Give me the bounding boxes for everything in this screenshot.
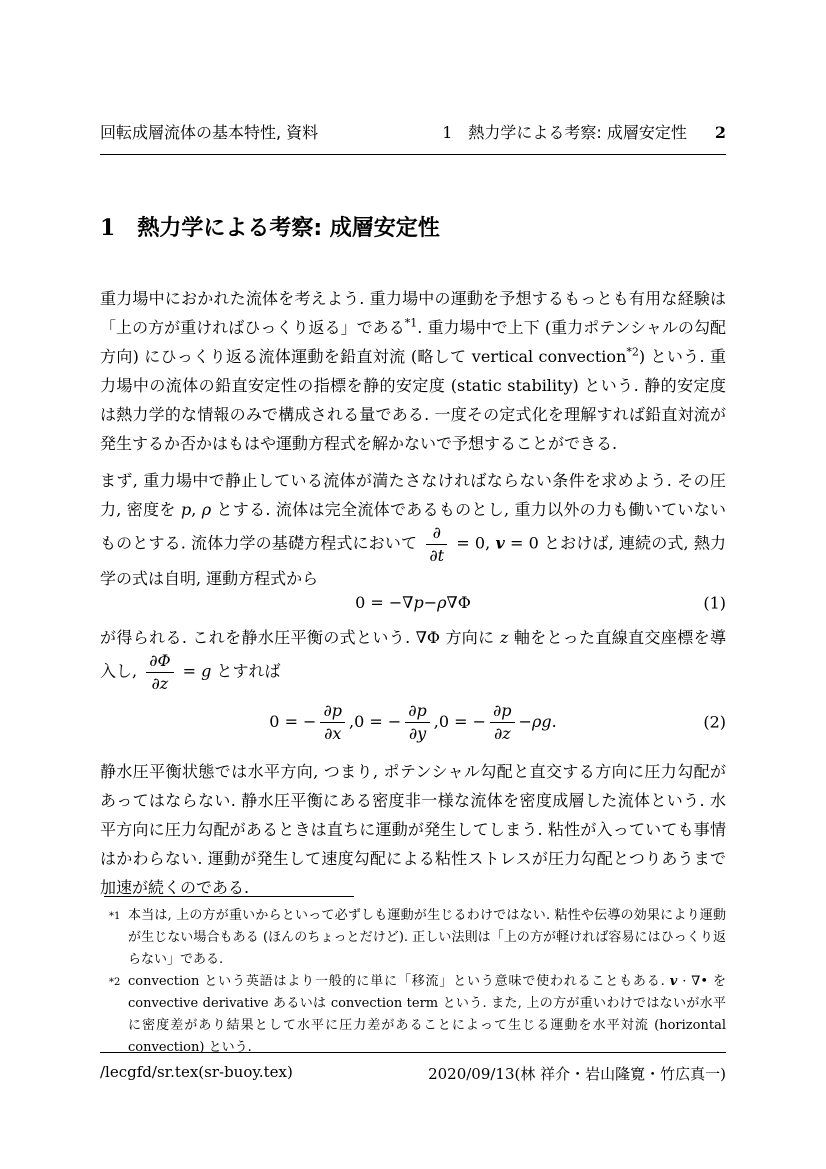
text-run: , — [191, 500, 202, 519]
fraction-numerator: ∂p — [405, 702, 430, 723]
footnote-1 — [100, 905, 726, 971]
footnote-1-text: 本当は, 上の方が重いからといって必ずしも運動が生じるわけではない. 粘性や伝導の効果により運動が生じない場合もある (ほんのちょっとだけど). 正しい法則は「上の方が軽ければ容易にはひっくり返らない」である. — [128, 908, 726, 967]
math-var-v: v — [669, 974, 678, 989]
inline-fraction-dphidz — [146, 652, 173, 692]
footnote-2 — [100, 971, 726, 1059]
text-run: 軸をとった直線直交座標を導入し, — [100, 628, 726, 681]
paragraph-static-condition — [100, 466, 726, 593]
fraction-denominator: ∂x — [324, 723, 342, 743]
math-var-g: g — [201, 661, 212, 681]
math-run: − — [518, 712, 532, 732]
math-run: − — [423, 593, 438, 613]
text-run: とする. 流体は完全流体であるものとし, 重力以外の力も働いていないものとする. 流体力学の基礎方程式において — [100, 500, 726, 553]
section-title: 熱力学による考察: 成層安定性 — [137, 216, 440, 241]
fraction-numerator: ∂Φ — [146, 652, 173, 673]
equation-1-body — [355, 593, 471, 612]
text-run: まず, 重力場中で静止している流体が満たさなければならない条件を求めよう. その圧力, 密度を — [100, 471, 726, 519]
text-run: 重力場中におかれた流体を考えよう. 重力場中の運動を予想するもっとも有用な経験は「上の方が重ければひっくり返る」である — [100, 289, 726, 337]
equation-2-number: (2) — [703, 712, 726, 732]
inline-fraction-ddt — [426, 524, 447, 564]
footer-file-path: /lecgfd/sr.tex(sr-buoy.tex) — [100, 1063, 293, 1081]
math-var-p: p — [181, 500, 192, 519]
paragraph-hydrostatic — [100, 623, 726, 692]
footnote-2-text: convection という英語はより一般的に単に「移流」という意味で使われることもある. — [128, 974, 670, 989]
text-run: ) という. 重力場中の流体の鉛直安定性の指標を静的安定度 (static stability) という. 静的安定度は熱力学的な情報のみで構成される量である. 一度その定式化を理解すれば鉛直対流が発生するか否かはもはや運動方程式を解かないで予想することができる. — [100, 347, 726, 453]
math-var-rho: ρ — [201, 500, 212, 519]
fraction-numerator: ∂ — [426, 524, 447, 545]
fraction-numerator: ∂p — [490, 702, 515, 723]
equation-1-number: (1) — [703, 593, 726, 613]
footnote-2-text: · ∇• を convective derivative あるいは convection term という. また, 上の方が重いわけではないが水平に密度差があり結果として水平に圧力差があることによって生じる運動を水平対流 (horizontal convection) という. — [128, 974, 727, 1055]
footer-date-authors: 2020/09/13(林 祥介・岩山隆寛・竹広真一) — [428, 1065, 726, 1083]
math-run: 0 = − — [354, 712, 402, 732]
math-var-p: p — [413, 593, 424, 613]
header-section-number: 1 — [442, 123, 453, 142]
math-var-v: v — [495, 533, 505, 553]
math-run: , — [433, 712, 439, 732]
math-run: ∇Φ — [446, 593, 471, 613]
math-run: , — [348, 712, 355, 732]
fraction-denominator: ∂z — [493, 723, 511, 743]
fraction-denominator: ∂y — [408, 723, 427, 743]
fraction-denominator: ∂z — [151, 673, 169, 693]
footnote-rule — [104, 896, 354, 897]
footnote-1-marker: *1 — [109, 911, 121, 922]
fraction-denominator: ∂t — [429, 545, 445, 565]
page-number: 2 — [714, 123, 726, 142]
page-header — [100, 120, 726, 155]
section-heading — [100, 211, 440, 242]
footnotes-section — [100, 896, 726, 1059]
paragraph-gravity-intro — [100, 284, 726, 458]
fraction-dpdz — [490, 702, 515, 742]
footnote-ref-1: *1 — [404, 316, 418, 330]
math-var-rhog: ρg — [531, 712, 552, 732]
text-run: = 0, — [451, 533, 496, 553]
text-run: = 0 とおけば, 連続の式, 熱力学の式は自明, 運動方程式から — [100, 533, 726, 589]
math-var-z: z — [500, 628, 509, 647]
fraction-dpdy — [405, 702, 430, 742]
text-run: が得られる. これを静水圧平衡の式という. ∇Φ 方向に — [100, 628, 500, 647]
fraction-numerator: ∂p — [320, 702, 345, 723]
equation-2-body — [269, 702, 556, 742]
fraction-dpdx — [320, 702, 345, 742]
math-run: 0 = − — [269, 712, 317, 732]
header-doc-title: 回転成層流体の基本特性, 資料 — [100, 123, 319, 142]
equation-1 — [100, 592, 726, 614]
page-footer — [100, 1052, 726, 1084]
footnote-2-marker: *2 — [109, 977, 121, 988]
header-section-title: 熱力学による考察: 成層安定性 — [468, 123, 687, 142]
paragraph-horizontal-gradient: 静水圧平衡状態では水平方向, つまり, ポテンシャル勾配と直交する方向に圧力勾配があってはならない. 静水圧平衡にある密度非一様な流体を密度成層した流体という. 水平方向に圧力勾配があるときは直ちに運動が発生してしまう. 粘性が入っていても事情はかわらない. 運動が発生して速度勾配による粘性ストレスが圧力勾配とつりあうまで加速が続くのである. — [100, 762, 726, 897]
section-number: 1 — [100, 215, 116, 241]
header-section-ref — [442, 120, 726, 143]
math-run: 0 = − — [438, 712, 487, 732]
math-var-rho: ρ — [437, 593, 447, 613]
text-run: とすれば — [211, 661, 281, 681]
text-run: . 重力場中で上下 (重力ポテンシャルの勾配方向) にひっくり返る流体運動を鉛直対流 (略して vertical convection — [100, 318, 726, 366]
equation-2 — [100, 700, 726, 744]
text-run: = — [177, 661, 202, 681]
footnote-ref-2: *2 — [626, 345, 639, 359]
math-run: . — [551, 712, 557, 732]
math-run: 0 = −∇ — [355, 593, 414, 613]
